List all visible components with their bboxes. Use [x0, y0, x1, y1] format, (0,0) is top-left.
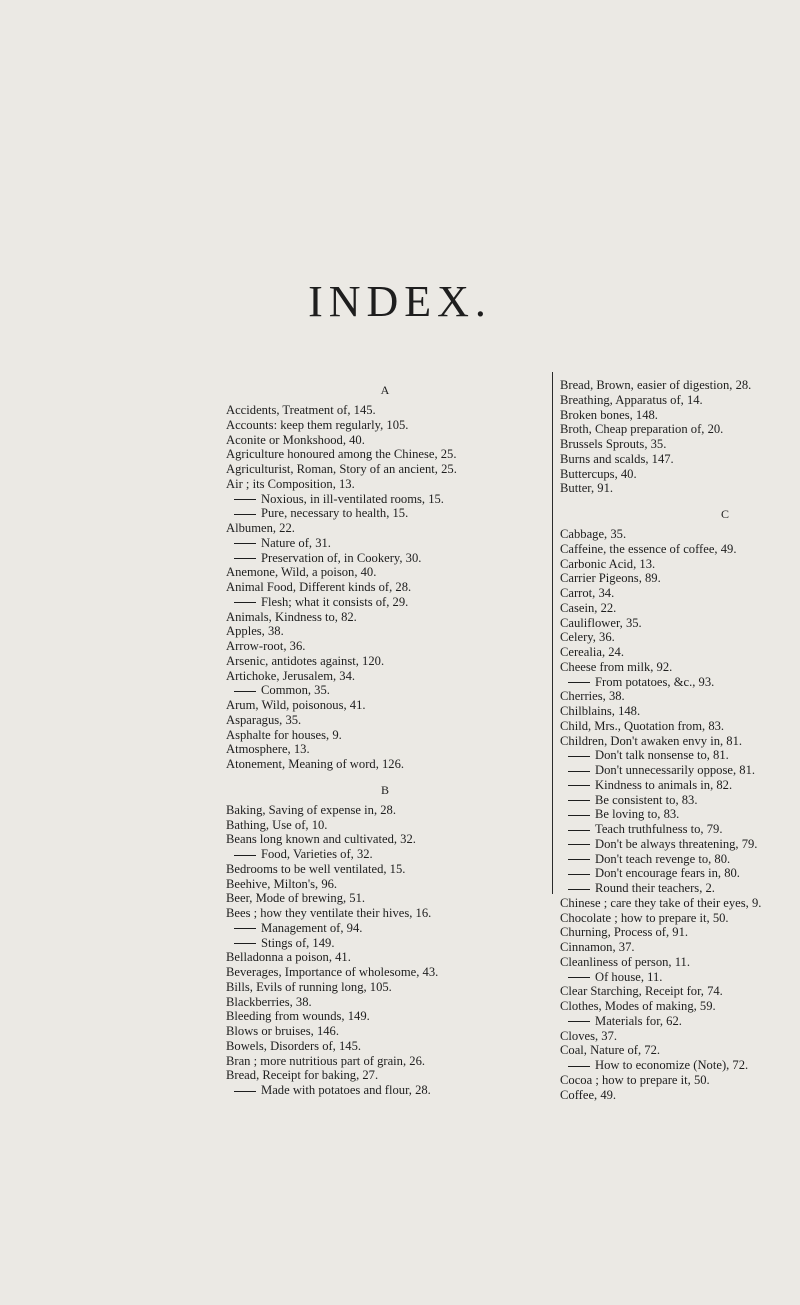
index-entry: Chilblains, 148.: [560, 704, 641, 718]
index-entry: Albumen, 22.: [226, 521, 295, 535]
section-letter-c: C: [720, 507, 729, 521]
index-entry: Atonement, Meaning of word, 126.: [226, 757, 405, 771]
index-subentry: Common, 35.: [226, 683, 544, 698]
left-column: [226, 378, 544, 1098]
index-entry: Blows or bruises, 146.: [226, 1024, 339, 1038]
index-entry: Churning, Process of, 91.: [560, 925, 689, 940]
index-subentry: Materials for, 62.: [560, 1014, 800, 1029]
index-entry: Blackberries, 38.: [226, 994, 312, 1009]
index-entry: Beans long known and cultivated, 32.: [226, 832, 416, 847]
index-entry: Asparagus, 35.: [226, 712, 302, 727]
index-entry: Children, Don't awaken envy in, 81.: [560, 733, 743, 748]
index-subentry: Pure, necessary to health, 15.: [226, 506, 544, 521]
index-entry: Atmosphere, 13.: [226, 742, 310, 757]
index-entry: Child, Mrs., Quotation from, 83.: [560, 718, 725, 733]
index-entry: Burns and scalds, 147.: [560, 451, 674, 466]
index-entry: Animal Food, Different kinds of, 28.: [226, 580, 412, 594]
section-b-entries: [226, 803, 544, 1098]
index-entry: Caffeine, the essence of coffee, 49.: [560, 541, 737, 556]
index-entry: Air ; its Composition, 13.: [226, 476, 355, 491]
index-subentry: Round their teachers, 2.: [560, 881, 800, 896]
index-entry: Bedrooms to be well ventilated, 15.: [226, 861, 406, 876]
index-subentry: Made with potatoes and flour, 28.: [226, 1083, 544, 1098]
index-entry: Cleanliness of person, 11.: [560, 954, 690, 969]
section-letter-a: A: [380, 383, 390, 397]
index-subentry: Preservation of, in Cookery, 30.: [226, 551, 544, 566]
index-entry: Broth, Cheap preparation of, 20.: [560, 422, 724, 437]
index-subentry: Kindness to animals in, 82.: [560, 778, 800, 793]
index-entry: Bathing, Use of, 10.: [226, 817, 328, 832]
index-entry: Arum, Wild, poisonous, 41.: [226, 698, 366, 712]
index-entry: Apples, 38.: [226, 624, 284, 639]
index-entry: Breathing, Apparatus of, 14.: [560, 392, 703, 407]
index-subentry: Don't teach revenge to, 80.: [560, 852, 800, 867]
index-entry: Accounts: keep them regularly, 105.: [226, 417, 409, 432]
index-subentry: Be consistent to, 83.: [560, 793, 800, 808]
index-entry: Cheese from milk, 92.: [560, 659, 673, 674]
section-a-entries: [226, 403, 544, 772]
index-entry: Beer, Mode of brewing, 51.: [226, 891, 366, 906]
index-subentry: How to economize (Note), 72.: [560, 1058, 800, 1073]
index-entry: Clothes, Modes of making, 59.: [560, 999, 716, 1013]
index-entry: Baking, Saving of expense in, 28.: [226, 802, 396, 817]
index-entry: Brussels Sprouts, 35.: [560, 437, 667, 451]
index-entry: Cauliflower, 35.: [560, 615, 642, 630]
index-subentry: Noxious, in ill-ventilated rooms, 15.: [226, 492, 544, 507]
page-title: INDEX.: [308, 277, 492, 326]
index-entry: Bowels, Disorders of, 145.: [226, 1038, 362, 1053]
index-entry: Beverages, Importance of wholesome, 43.: [226, 965, 439, 979]
index-entry: Cerealia, 24.: [560, 645, 624, 659]
index-entry: Cabbage, 35.: [560, 527, 627, 541]
index-entry: Aconite or Monkshood, 40.: [226, 432, 365, 447]
index-entry: Carrot, 34.: [560, 586, 615, 600]
index-entry: Arrow-root, 36.: [226, 639, 306, 653]
index-entry: Bread, Receipt for baking, 27.: [226, 1068, 379, 1083]
index-entry: Anemone, Wild, a poison, 40.: [226, 565, 377, 580]
index-entry: Cocoa ; how to prepare it, 50.: [560, 1072, 710, 1087]
section-b-continued-entries: [560, 378, 800, 496]
index-entry: Clear Starching, Receipt for, 74.: [560, 984, 723, 999]
index-entry: Carrier Pigeons, 89.: [560, 571, 661, 586]
index-subentry: Management of, 94.: [226, 921, 544, 936]
index-subentry: Nature of, 31.: [226, 536, 544, 551]
index-entry: Coffee, 49.: [560, 1087, 617, 1102]
index-entry: Animals, Kindness to, 82.: [226, 609, 357, 624]
index-entry: Asphalte for houses, 9.: [226, 727, 342, 742]
index-entry: Carbonic Acid, 13.: [560, 556, 656, 571]
index-entry: Artichoke, Jerusalem, 34.: [226, 668, 356, 683]
index-subentry: Don't encourage fears in, 80.: [560, 866, 800, 881]
index-entry: Cherries, 38.: [560, 689, 625, 704]
index-entry: Bleeding from wounds, 149.: [226, 1009, 370, 1024]
index-entry: Bread, Brown, easier of digestion, 28.: [560, 378, 752, 392]
index-entry: Butter, 91.: [560, 481, 614, 496]
index-subentry: Flesh; what it consists of, 29.: [226, 595, 544, 610]
index-entry: Agriculture honoured among the Chinese, 25.: [226, 447, 457, 462]
index-subentry: Don't be always threatening, 79.: [560, 837, 800, 852]
index-entry: Cinnamon, 37.: [560, 940, 635, 954]
index-entry: Buttercups, 40.: [560, 466, 637, 481]
index-subentry: Teach truthfulness to, 79.: [560, 822, 800, 837]
index-entry: Belladonna a poison, 41.: [226, 950, 351, 965]
index-entry: Bills, Evils of running long, 105.: [226, 979, 392, 994]
index-subentry: Stings of, 149.: [226, 936, 544, 951]
section-letter-b: B: [380, 782, 389, 797]
index-entry: Chocolate ; how to prepare it, 50.: [560, 910, 729, 925]
right-column: [560, 378, 800, 1102]
index-entry: Coal, Nature of, 72.: [560, 1043, 661, 1058]
index-entry: Arsenic, antidotes against, 120.: [226, 653, 385, 668]
column-divider: [552, 372, 553, 894]
index-subentry: Food, Varieties of, 32.: [226, 847, 544, 862]
index-subentry: From potatoes, &c., 93.: [560, 675, 800, 690]
index-entry: Bees ; how they ventilate their hives, 16.: [226, 906, 432, 920]
index-entry: Casein, 22.: [560, 600, 617, 615]
index-subentry: Don't unnecessarily oppose, 81.: [560, 763, 800, 778]
index-entry: Cloves, 37.: [560, 1028, 618, 1043]
index-subentry: Of house, 11.: [560, 970, 800, 985]
index-entry: Celery, 36.: [560, 630, 615, 645]
index-entry: Broken bones, 148.: [560, 407, 658, 422]
index-entry: Bran ; more nutritious part of grain, 26.: [226, 1053, 426, 1068]
index-entry: Beehive, Milton's, 96.: [226, 876, 338, 891]
index-entry: Accidents, Treatment of, 145.: [226, 403, 376, 417]
index-subentry: Be loving to, 83.: [560, 807, 800, 822]
index-entry: Agriculturist, Roman, Story of an ancient, 25.: [226, 462, 457, 476]
index-entry: Chinese ; care they take of their eyes, 9.: [560, 895, 762, 910]
section-c-entries: [560, 527, 800, 1102]
index-subentry: Don't talk nonsense to, 81.: [560, 748, 800, 763]
